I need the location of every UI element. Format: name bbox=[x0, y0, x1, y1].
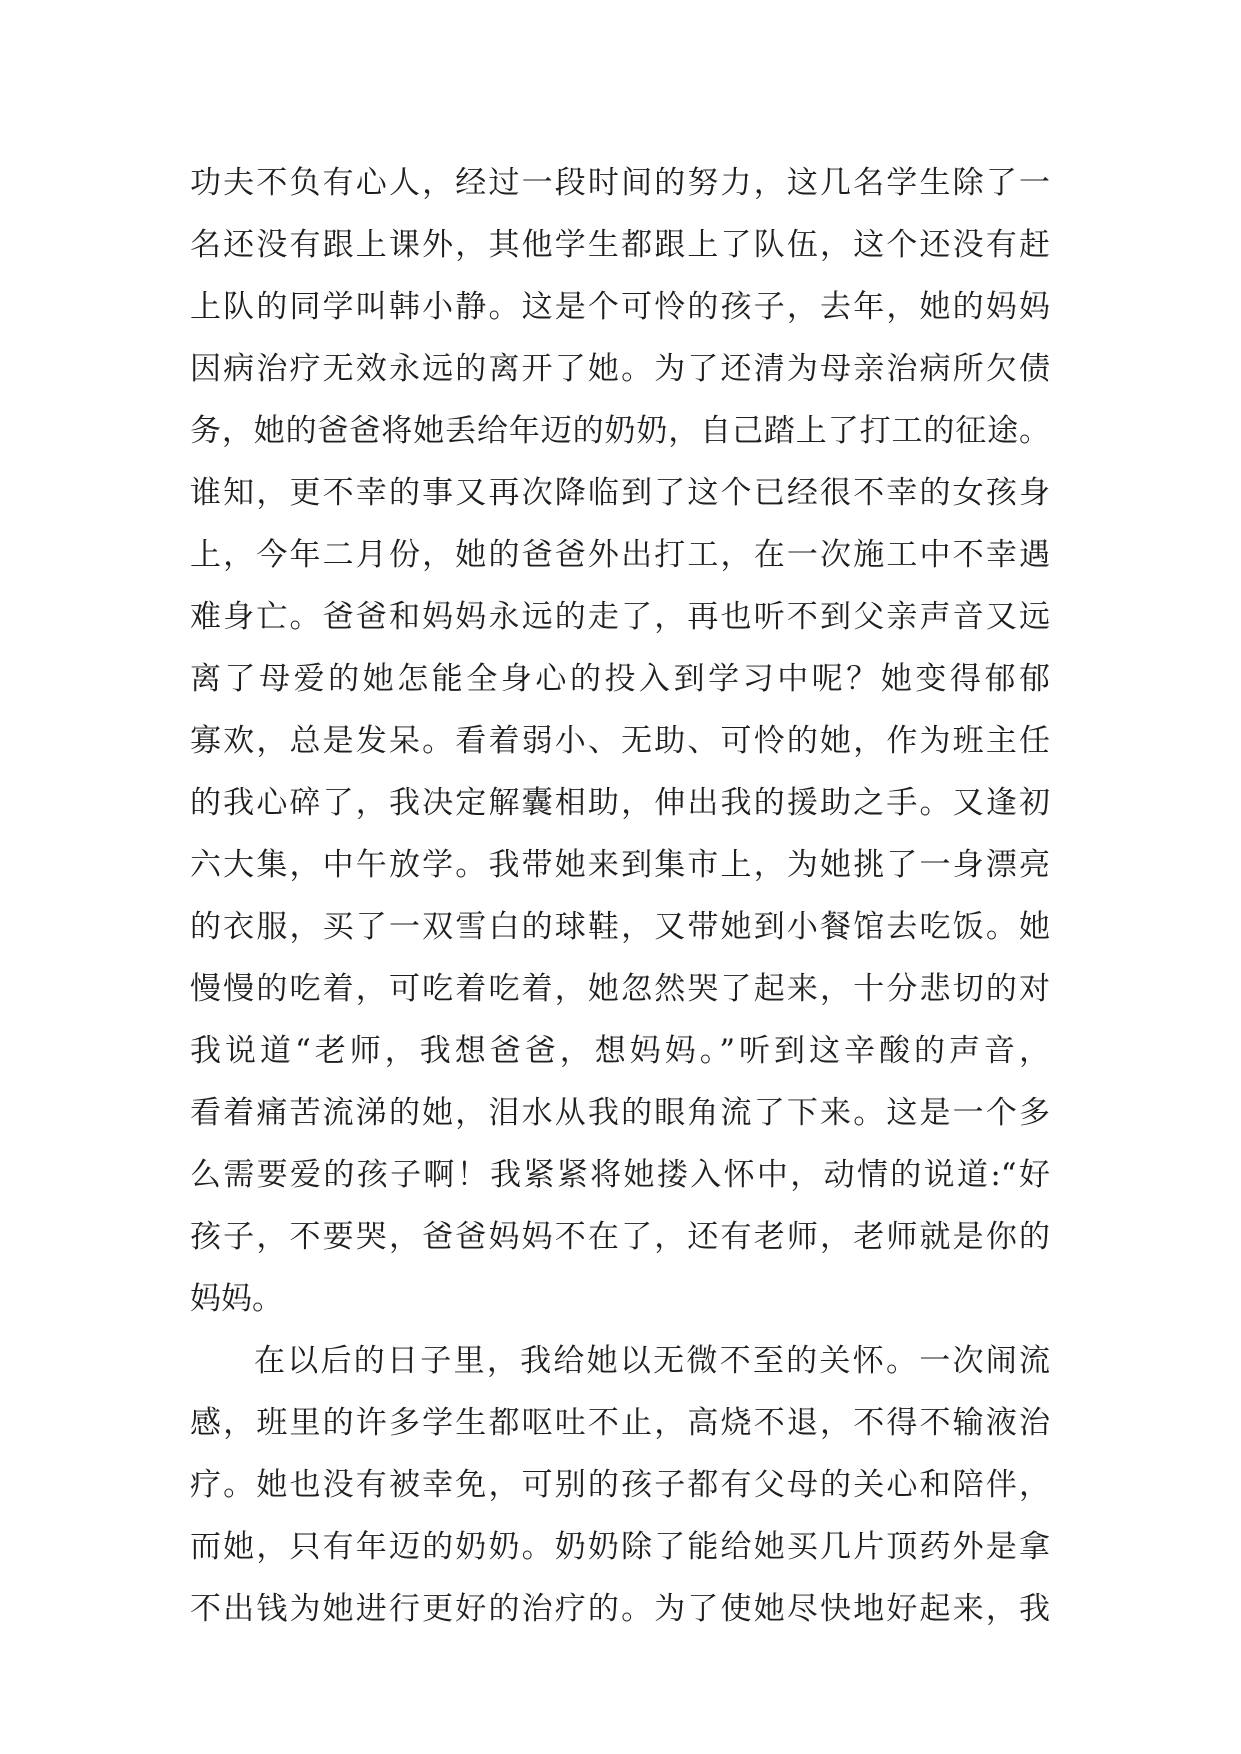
text-line: 上队的同学叫韩小静。这是个可怜的孩子，去年，她的妈妈 bbox=[190, 289, 1050, 325]
text-line: 上，今年二月份，她的爸爸外出打工，在一次施工中不幸遇 bbox=[190, 537, 1050, 573]
text-line: 感，班里的许多学生都呕吐不止，高烧不退，不得不输液治 bbox=[190, 1405, 1050, 1441]
text-line: 么需要爱的孩子啊！我紧紧将她搂入怀中，动情的说道:“好 bbox=[190, 1157, 1050, 1193]
text-line: 难身亡。爸爸和妈妈永远的走了，再也听不到父亲声音又远 bbox=[190, 599, 1050, 635]
text-line: 离了母爱的她怎能全身心的投入到学习中呢？她变得郁郁 bbox=[190, 661, 1050, 697]
text-line: 我说道“老师，我想爸爸，想妈妈。”听到这辛酸的声音， bbox=[190, 1033, 1050, 1069]
text-line: 寡欢，总是发呆。看着弱小、无助、可怜的她，作为班主任 bbox=[190, 723, 1050, 759]
text-line: 看着痛苦流涕的她，泪水从我的眼角流了下来。这是一个多 bbox=[190, 1095, 1050, 1131]
text-line: 六大集，中午放学。我带她来到集市上，为她挑了一身漂亮 bbox=[190, 847, 1050, 883]
document-body bbox=[190, 152, 1050, 1640]
text-line: 的衣服，买了一双雪白的球鞋，又带她到小餐馆去吃饭。她 bbox=[190, 909, 1050, 945]
text-line: 疗。她也没有被幸免，可别的孩子都有父母的关心和陪伴， bbox=[190, 1467, 1050, 1503]
text-line: 名还没有跟上课外，其他学生都跟上了队伍，这个还没有赶 bbox=[190, 227, 1050, 263]
text-line: 孩子，不要哭，爸爸妈妈不在了，还有老师，老师就是你的 bbox=[190, 1219, 1050, 1255]
text-line: 的我心碎了，我决定解囊相助，伸出我的援助之手。又逢初 bbox=[190, 785, 1050, 821]
text-line: 谁知，更不幸的事又再次降临到了这个已经很不幸的女孩身 bbox=[190, 475, 1050, 511]
text-line: 因病治疗无效永远的离开了她。为了还清为母亲治病所欠债 bbox=[190, 351, 1050, 387]
text-line: 功夫不负有心人，经过一段时间的努力，这几名学生除了一 bbox=[190, 165, 1050, 201]
paragraph-start-line: 在以后的日子里，我给她以无微不至的关怀。一次闹流 bbox=[254, 1343, 1050, 1379]
paragraph-end-line: 妈妈。 bbox=[190, 1281, 283, 1317]
text-line: 不出钱为她进行更好的治疗的。为了使她尽快地好起来，我 bbox=[190, 1591, 1050, 1627]
text-line: 而她，只有年迈的奶奶。奶奶除了能给她买几片顶药外是拿 bbox=[190, 1529, 1050, 1565]
text-line: 务，她的爸爸将她丢给年迈的奶奶，自己踏上了打工的征途。 bbox=[190, 413, 1050, 449]
text-line: 慢慢的吃着，可吃着吃着，她忽然哭了起来，十分悲切的对 bbox=[190, 971, 1050, 1007]
